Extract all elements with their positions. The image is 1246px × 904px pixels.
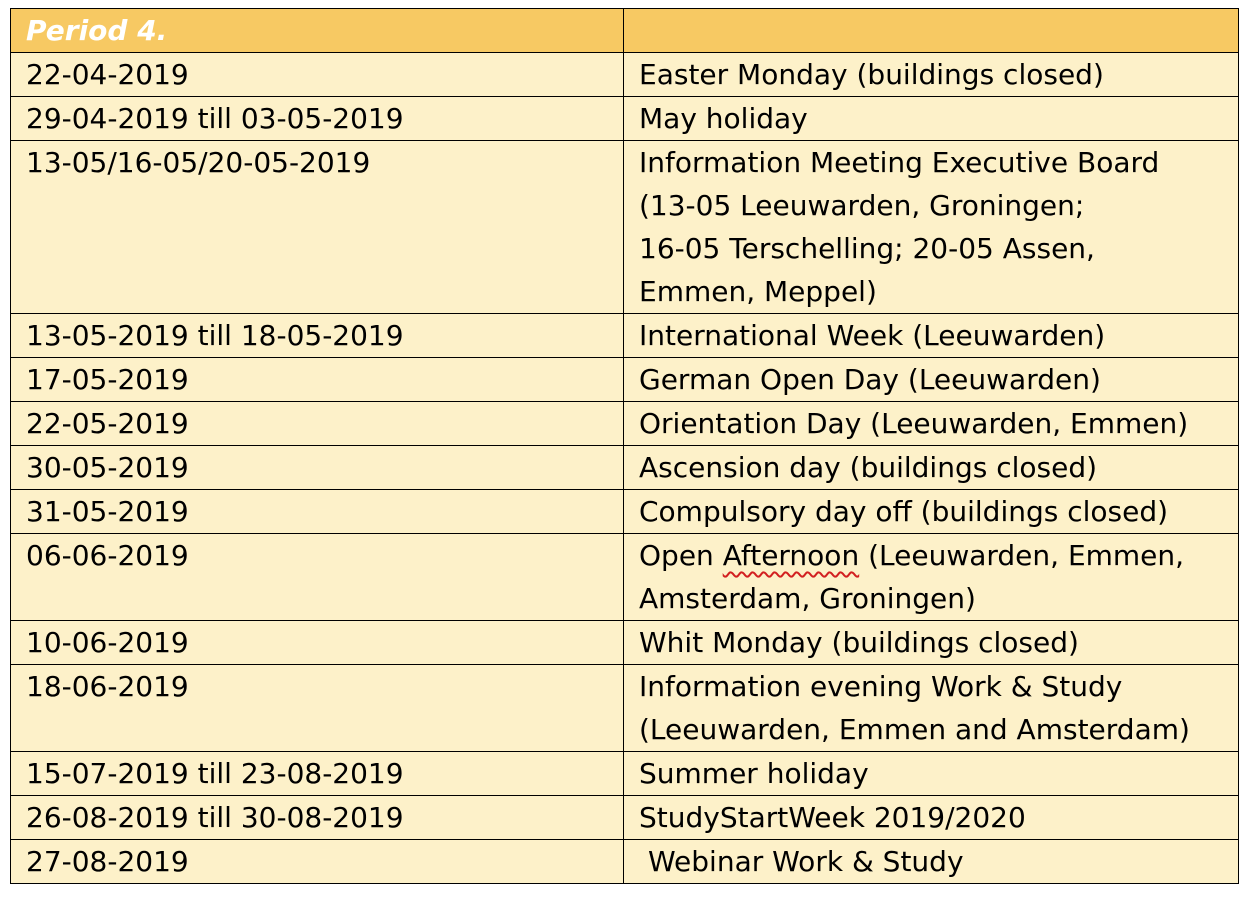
date-cell[interactable]: 22-04-2019 xyxy=(11,53,624,97)
table-header-row xyxy=(11,9,1239,53)
header-empty-cell[interactable] xyxy=(624,9,1239,53)
event-cell[interactable] xyxy=(624,402,1239,446)
table-row xyxy=(11,53,1239,97)
event-line: Information Meeting Executive Board xyxy=(639,146,1160,179)
event-line: Compulsory day off (buildings closed) xyxy=(639,495,1169,528)
event-cell[interactable] xyxy=(624,314,1239,358)
event-cell[interactable] xyxy=(624,752,1239,796)
table-row xyxy=(11,446,1239,490)
table-row xyxy=(11,402,1239,446)
table-row xyxy=(11,490,1239,534)
event-line: Webinar Work & Study xyxy=(648,845,964,878)
date-cell[interactable]: 06-06-2019 xyxy=(11,534,624,621)
date-cell[interactable]: 27-08-2019 xyxy=(11,840,624,884)
date-cell[interactable]: 31-05-2019 xyxy=(11,490,624,534)
event-cell[interactable] xyxy=(624,665,1239,752)
event-line: Ascension day (buildings closed) xyxy=(639,451,1098,484)
date-cell[interactable]: 17-05-2019 xyxy=(11,358,624,402)
event-cell[interactable] xyxy=(624,796,1239,840)
event-line: (Leeuwarden, Emmen and Amsterdam) xyxy=(639,713,1190,746)
event-line: Information evening Work & Study xyxy=(639,670,1123,703)
event-line: Amsterdam, Groningen) xyxy=(639,582,976,615)
event-line: 16-05 Terschelling; 20-05 Assen, xyxy=(639,232,1095,265)
event-line: Orientation Day (Leeuwarden, Emmen) xyxy=(639,407,1189,440)
date-cell[interactable]: 13-05/16-05/20-05-2019 xyxy=(11,141,624,314)
table-row xyxy=(11,97,1239,141)
event-cell[interactable] xyxy=(624,358,1239,402)
spellcheck-flagged-word: Afternoon xyxy=(722,539,860,572)
table-row xyxy=(11,621,1239,665)
event-cell[interactable] xyxy=(624,621,1239,665)
event-line: Summer holiday xyxy=(639,757,869,790)
event-line xyxy=(639,534,1230,577)
event-cell[interactable] xyxy=(624,141,1239,314)
event-line: May holiday xyxy=(639,102,808,135)
event-line: German Open Day (Leeuwarden) xyxy=(639,363,1101,396)
event-line: Easter Monday (buildings closed) xyxy=(639,58,1104,91)
table-row xyxy=(11,314,1239,358)
event-text: Open xyxy=(639,539,723,572)
date-cell[interactable]: 22-05-2019 xyxy=(11,402,624,446)
event-cell[interactable] xyxy=(624,53,1239,97)
date-cell[interactable]: 26-08-2019 till 30-08-2019 xyxy=(11,796,624,840)
date-cell[interactable]: 30-05-2019 xyxy=(11,446,624,490)
date-cell[interactable]: 18-06-2019 xyxy=(11,665,624,752)
event-line: International Week (Leeuwarden) xyxy=(639,319,1106,352)
event-cell[interactable] xyxy=(624,534,1239,621)
table-row xyxy=(11,840,1239,884)
table-row xyxy=(11,665,1239,752)
date-cell[interactable]: 10-06-2019 xyxy=(11,621,624,665)
period-4-schedule-table xyxy=(10,8,1239,884)
event-line: (13-05 Leeuwarden, Groningen; xyxy=(639,189,1085,222)
event-line: Whit Monday (buildings closed) xyxy=(639,626,1079,659)
table-row xyxy=(11,534,1239,621)
event-line: Emmen, Meppel) xyxy=(639,275,877,308)
event-cell[interactable] xyxy=(624,490,1239,534)
table-row xyxy=(11,752,1239,796)
event-cell[interactable] xyxy=(624,97,1239,141)
table-row xyxy=(11,358,1239,402)
table-row xyxy=(11,141,1239,314)
event-cell[interactable] xyxy=(624,840,1239,884)
period-heading[interactable]: Period 4. xyxy=(11,9,624,53)
table-row xyxy=(11,796,1239,840)
date-cell[interactable]: 29-04-2019 till 03-05-2019 xyxy=(11,97,624,141)
event-line: StudyStartWeek 2019/2020 xyxy=(639,801,1026,834)
date-cell[interactable]: 15-07-2019 till 23-08-2019 xyxy=(11,752,624,796)
date-cell[interactable]: 13-05-2019 till 18-05-2019 xyxy=(11,314,624,358)
event-text: (Leeuwarden, Emmen, xyxy=(859,539,1185,572)
event-cell[interactable] xyxy=(624,446,1239,490)
